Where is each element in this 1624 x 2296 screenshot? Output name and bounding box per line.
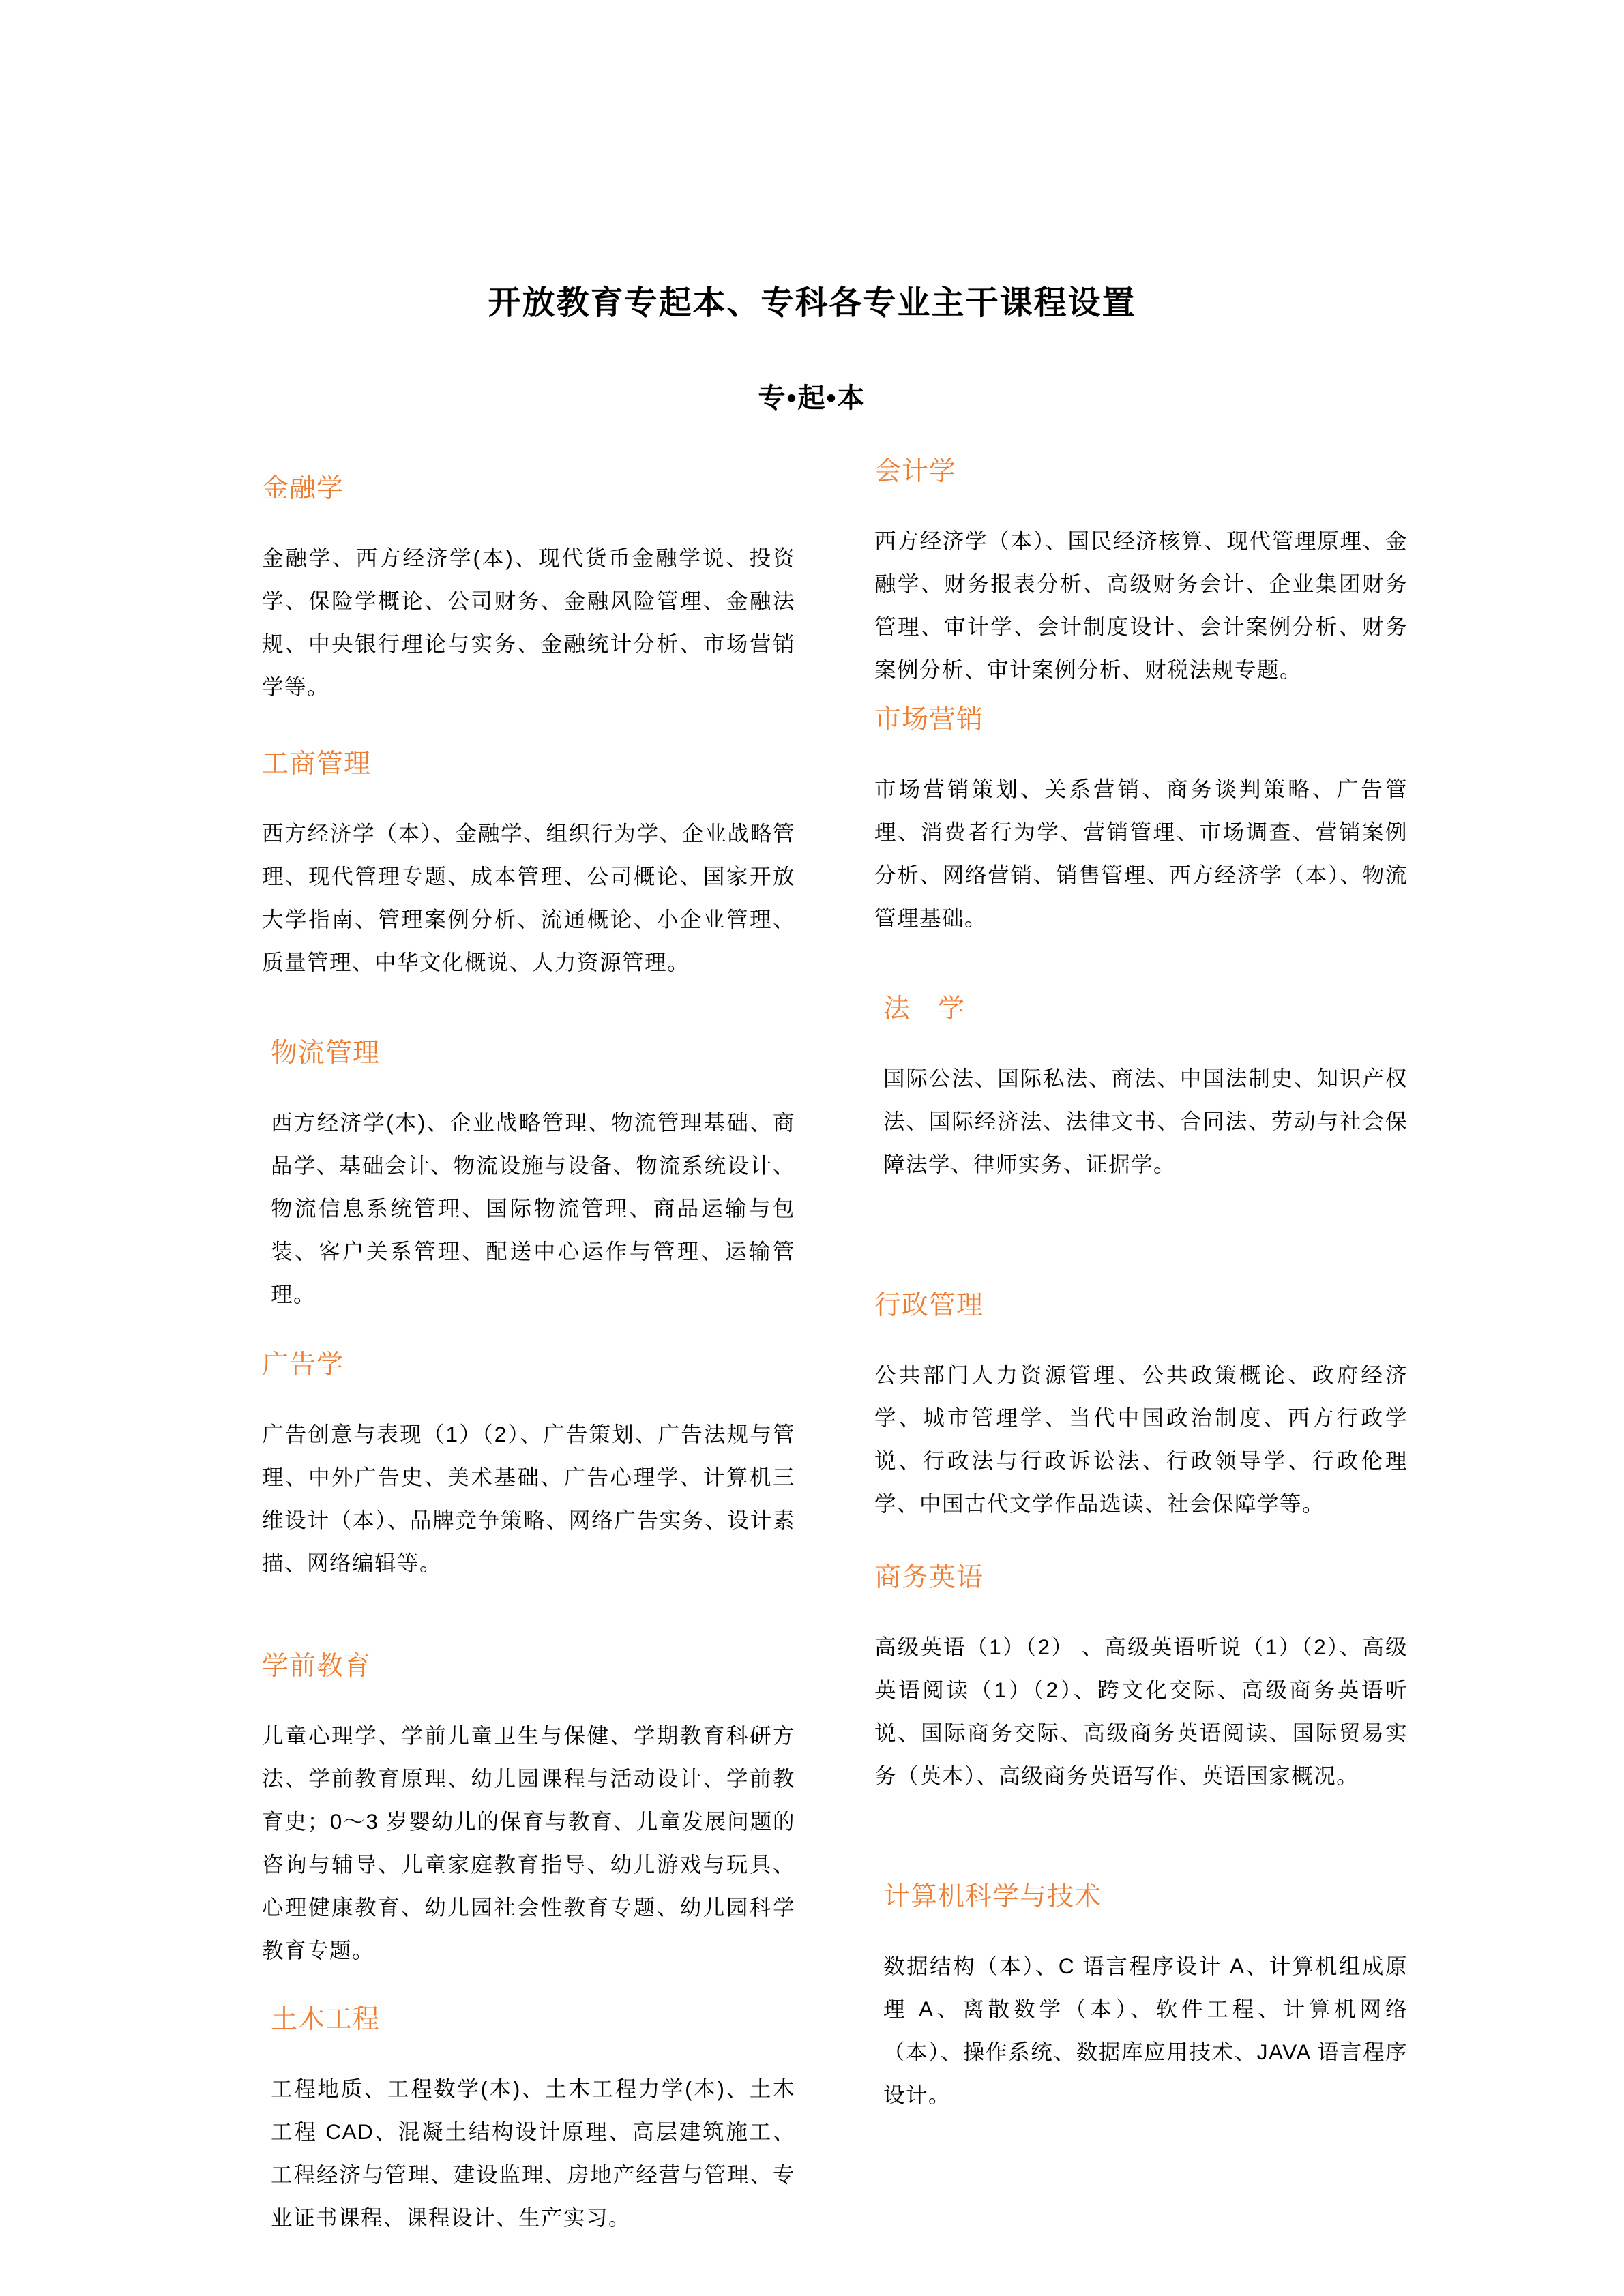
- section-business-english: [874, 1562, 1408, 1798]
- section-logistics: [271, 1037, 795, 1316]
- page-subtitle: 专•起•本: [758, 383, 866, 413]
- section-body: 数据结构（本）、C 语言程序设计 A、计算机组成原理 A、离散数学（本）、软件工程、计算机网络（本）、操作系统、数据库应用技术、JAVA 语言程序设计。: [883, 1954, 1408, 2107]
- section-body: 西方经济学(本)、企业战略管理、物流管理基础、商品学、基础会计、物流设施与设备、物流系统设计、物流信息系统管理、国际物流管理、商品运输与包装、客户关系管理、配送中心运作与管理、运输管理。: [271, 1110, 795, 1307]
- section-body: 西方经济学（本）、金融学、组织行为学、企业战略管理、现代管理专题、成本管理、公司概论、国家开放大学指南、管理案例分析、流通概论、小企业管理、质量管理、中华文化概说、人力资源管理。: [262, 821, 795, 974]
- section-body: 金融学、西方经济学(本)、现代货币金融学说、投资学、保险学概论、公司财务、金融风险管理、金融法规、中央银行理论与实务、金融统计分析、市场营销学等。: [262, 546, 795, 699]
- section-heading: 广告学: [262, 1350, 344, 1380]
- section-body: 广告创意与表现（1）（2）、广告策划、广告法规与管理、中外广告史、美术基础、广告心理学、计算机三维设计（本）、品牌竞争策略、网络广告实务、设计素描、网络编辑等。: [262, 1422, 795, 1575]
- section-heading: 学前教育: [262, 1652, 372, 1681]
- section-heading: 工商管理: [262, 749, 372, 779]
- section-heading: 土木工程: [271, 2005, 381, 2034]
- section-heading: 法 学: [883, 994, 966, 1024]
- column-right: [874, 456, 1408, 2117]
- section-body: 工程地质、工程数学(本)、土木工程力学(本)、土木工程 CAD、混凝土结构设计原理、高层建筑施工、工程经济与管理、建设监理、房地产经营与管理、专业证书课程、课程设计、生产实习。: [271, 2076, 795, 2230]
- section-heading: 商务英语: [874, 1563, 984, 1592]
- column-left: [262, 473, 795, 2239]
- section-heading: 物流管理: [271, 1039, 381, 1068]
- section-heading: 计算机科学与技术: [883, 1882, 1102, 1911]
- section-business-admin: [262, 748, 795, 984]
- section-body: 市场营销策划、关系营销、商务谈判策略、广告管理、消费者行为学、营销管理、市场调查、营销案例分析、网络营销、销售管理、西方经济学（本）、物流管理基础。: [874, 777, 1408, 930]
- section-body: 公共部门人力资源管理、公共政策概论、政府经济学、城市管理学、当代中国政治制度、西方行政学说、行政法与行政诉讼法、行政领导学、行政伦理学、中国古代文学作品选读、社会保障学等。: [874, 1362, 1408, 1516]
- section-heading: 会计学: [874, 457, 957, 486]
- section-body: 国际公法、国际私法、商法、中国法制史、知识产权法、国际经济法、法律文书、合同法、劳动与社会保障法学、律师实务、证据学。: [883, 1066, 1408, 1176]
- section-advertising: [262, 1349, 795, 1585]
- section-marketing: [874, 704, 1408, 940]
- section-preschool-education: [262, 1650, 795, 1972]
- section-heading: 市场营销: [874, 705, 984, 734]
- section-law: [883, 993, 1408, 1186]
- section-accounting: [874, 456, 1408, 691]
- section-computer-science: [883, 1881, 1408, 2117]
- section-body: 儿童心理学、学前儿童卫生与保健、学期教育科研方法、学前教育原理、幼儿园课程与活动设计、学前教育史；0～3 岁婴幼儿的保育与教育、儿童发展问题的咨询与辅导、儿童家庭教育指导、幼儿游戏与玩具、心理健康教育、幼儿园社会性教育专题、幼儿园科学教育专题。: [262, 1723, 795, 1963]
- page-title: 开放教育专起本、专科各专业主干课程设置: [488, 285, 1136, 321]
- section-heading: 金融学: [262, 474, 344, 503]
- section-body: 西方经济学（本）、国民经济核算、现代管理原理、金融学、财务报表分析、高级财务会计、企业集团财务管理、审计学、会计制度设计、会计案例分析、财务案例分析、审计案例分析、财税法规专题。: [874, 528, 1408, 682]
- section-civil-engineering: [271, 2003, 795, 2239]
- section-body: 高级英语（1）（2） 、高级英语听说（1）（2）、高级英语阅读（1）（2）、跨文化交际、高级商务英语听说、国际商务交际、高级商务英语阅读、国际贸易实务（英本）、高级商务英语写作、英语国家概况。: [874, 1635, 1408, 1788]
- section-public-administration: [874, 1289, 1408, 1525]
- section-finance: [262, 473, 795, 709]
- section-heading: 行政管理: [874, 1291, 984, 1320]
